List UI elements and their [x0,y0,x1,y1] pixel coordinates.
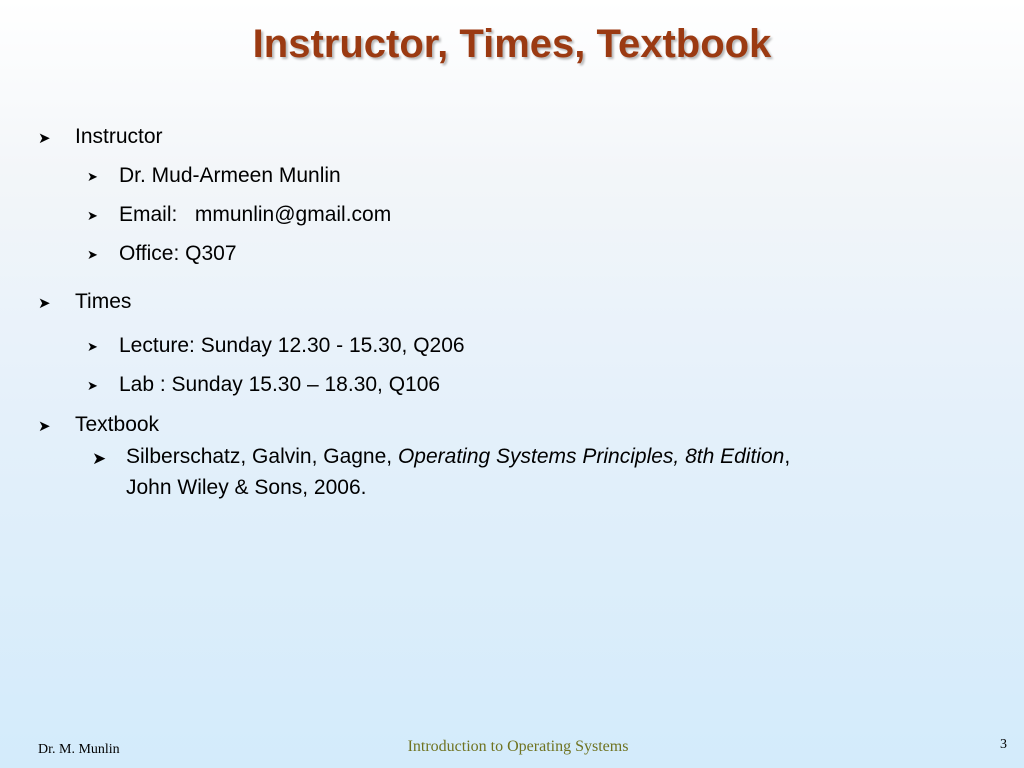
list-item [87,334,465,358]
section-heading-text: Times [75,290,132,313]
list-item [87,242,237,266]
list-item [92,441,986,503]
arrowhead-bullet-icon: ➤ [87,208,98,223]
section-heading-text: Instructor [75,125,163,148]
list-item [87,373,440,397]
footer-course-title: Introduction to Operating Systems [407,738,629,755]
textbook-citation: Silberschatz, Galvin, Gagne, Operating Systems Principles, 8th Edition, John Wiley & Sons, 2006. [126,445,791,499]
instructor-name: Dr. Mud-Armeen Munlin [119,164,341,187]
textbook-title: Operating Systems Principles, 8th Edition [397,445,785,468]
footer-author: Dr. M. Munlin [38,742,120,757]
arrowhead-bullet-icon: ➤ [38,130,51,147]
lecture-time: Lecture: Sunday 12.30 - 15.30, Q206 [119,334,465,357]
list-item [87,203,391,227]
slide-title: Instructor, Times, Textbook [252,22,772,66]
list-item [87,164,341,188]
textbook-authors: Silberschatz, Galvin, Gagne [126,445,387,468]
lab-time: Lab : Sunday 15.30 – 18.30, Q106 [119,373,441,396]
arrowhead-bullet-icon: ➤ [87,378,98,393]
section-heading-text: Textbook [75,413,160,436]
instructor-email: Email: mmunlin@gmail.com [119,203,392,226]
textbook-publisher: John Wiley & Sons, 2006. [126,476,367,499]
arrowhead-bullet-icon: ➤ [92,449,107,468]
arrowhead-bullet-icon: ➤ [87,339,98,354]
instructor-office: Office: Q307 [119,242,237,265]
arrowhead-bullet-icon: ➤ [87,169,98,184]
arrowhead-bullet-icon: ➤ [87,247,98,262]
section-times-heading [38,290,131,314]
arrowhead-bullet-icon: ➤ [38,295,51,312]
arrowhead-bullet-icon: ➤ [38,418,51,435]
section-instructor-heading [38,125,163,149]
section-textbook-heading [38,413,159,437]
page-number: 3 [1000,737,1007,752]
